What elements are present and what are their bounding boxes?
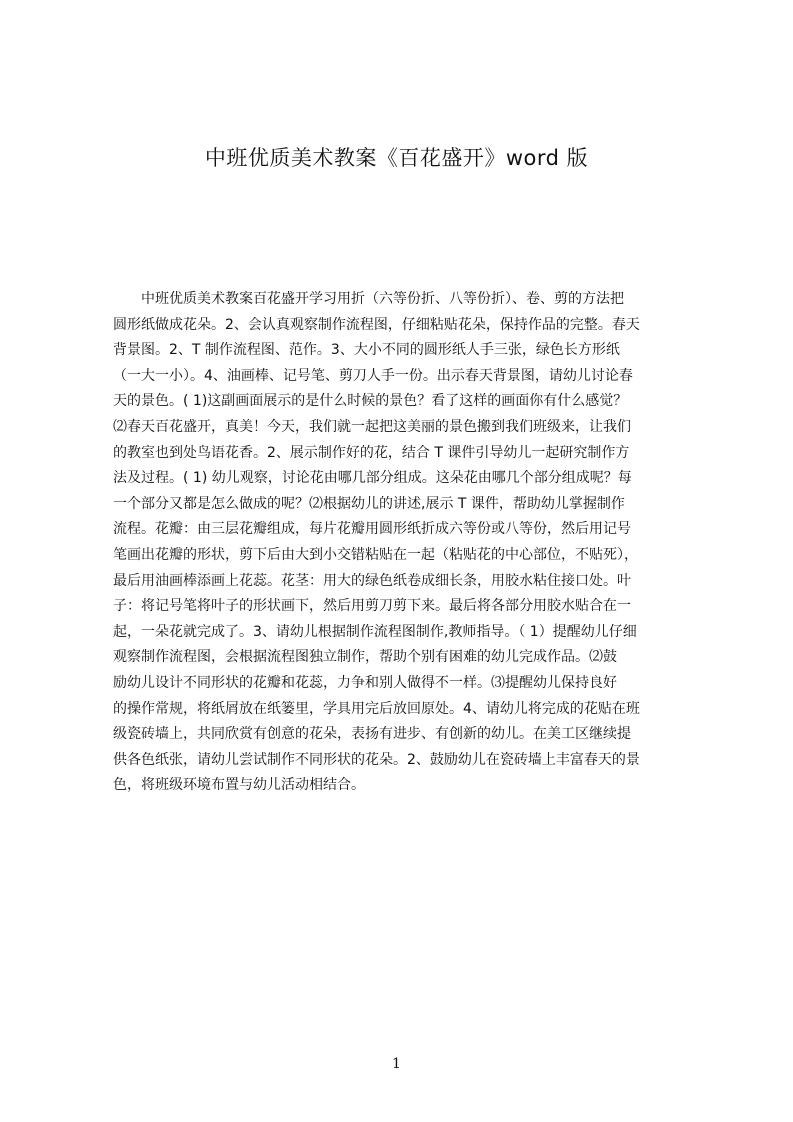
body-line: 一个部分又都是怎么做成的呢？⑵根据幼儿的讲述,展示 T 课件，帮助幼儿掌握制作 [113,495,625,512]
body-line: ⑵春天百花盛开，真美！今天，我们就一起把这美丽的景色搬到我们班级来，让我们 [113,418,631,435]
body-line: 法及过程。( 1) 幼儿观察，讨论花由哪几部分组成。这朵花由哪几个部分组成呢？每 [113,470,632,487]
body-line: 观察制作流程图，会根据流程图独立制作，帮助个别有困难的幼儿完成作品。⑵鼓 [113,649,617,666]
body-line: 色，将班级环境布置与幼儿活动相结合。 [113,777,365,794]
body-line: 流程。花瓣：由三层花瓣组成，每片花瓣用圆形纸折成六等份或八等份，然后用记号 [113,521,631,538]
body-line: 级瓷砖墙上，共同欣赏有创意的花朵，表扬有进步、有创新的幼儿。在美工区继续提 [113,726,631,743]
body-line: 起，一朵花就完成了。3、请幼儿根据制作流程图制作,教师指导。（ 1）提醒幼儿仔细 [113,623,637,640]
body-line: 天的景色。( 1)这副画面展示的是什么时候的景色？看了这样的画面你有什么感觉？ [113,393,628,410]
body-line: 供各色纸张，请幼儿尝试制作不同形状的花朵。2、鼓励幼儿在瓷砖墙上丰富春天的景 [113,751,640,768]
document-title: 中班优质美术教案《百花盛开》word 版 [204,146,589,170]
body-line: 最后用油画棒添画上花蕊。花茎：用大的绿色纸卷成细长条，用胶水粘住接口处。叶 [113,572,631,589]
body-line: 背景图。2、T 制作流程图、范作。3、大小不同的圆形纸人手三张，绿色长方形纸 [113,342,620,359]
body-line: 中班优质美术教案百花盛开学习用折（六等份折、八等份折）、卷、剪的方法把 [141,291,624,307]
body-line: 的教室也到处鸟语花香。2、展示制作好的花，结合 T 课件引导幼儿一起研究制作方 [113,444,630,461]
body-line: 励幼儿设计不同形状的花瓣和花蕊，力争和别人做得不一样。⑶提醒幼儿保持良好 [113,674,617,691]
body-line: （一大一小）。4、油画棒、记号笔、剪刀人手一份。出示春天背景图，请幼儿讨论春 [113,367,633,384]
document-body [113,287,695,799]
body-line: 圆形纸做成花朵。2、会认真观察制作流程图，仔细粘贴花朵，保持作品的完整。春天 [113,316,640,333]
body-line: 笔画出花瓣的形状，剪下后由大到小交错粘贴在一起（粘贴花的中心部位，不贴死）， [113,546,638,563]
page-number: 1 [392,1056,401,1072]
body-line: 子：将记号笔将叶子的形状画下，然后用剪刀剪下来。最后将各部分用胶水贴合在一 [113,598,631,615]
body-line: 的操作常规，将纸屑放在纸篓里，学具用完后放回原处。4、请幼儿将完成的花贴在班 [113,700,640,717]
